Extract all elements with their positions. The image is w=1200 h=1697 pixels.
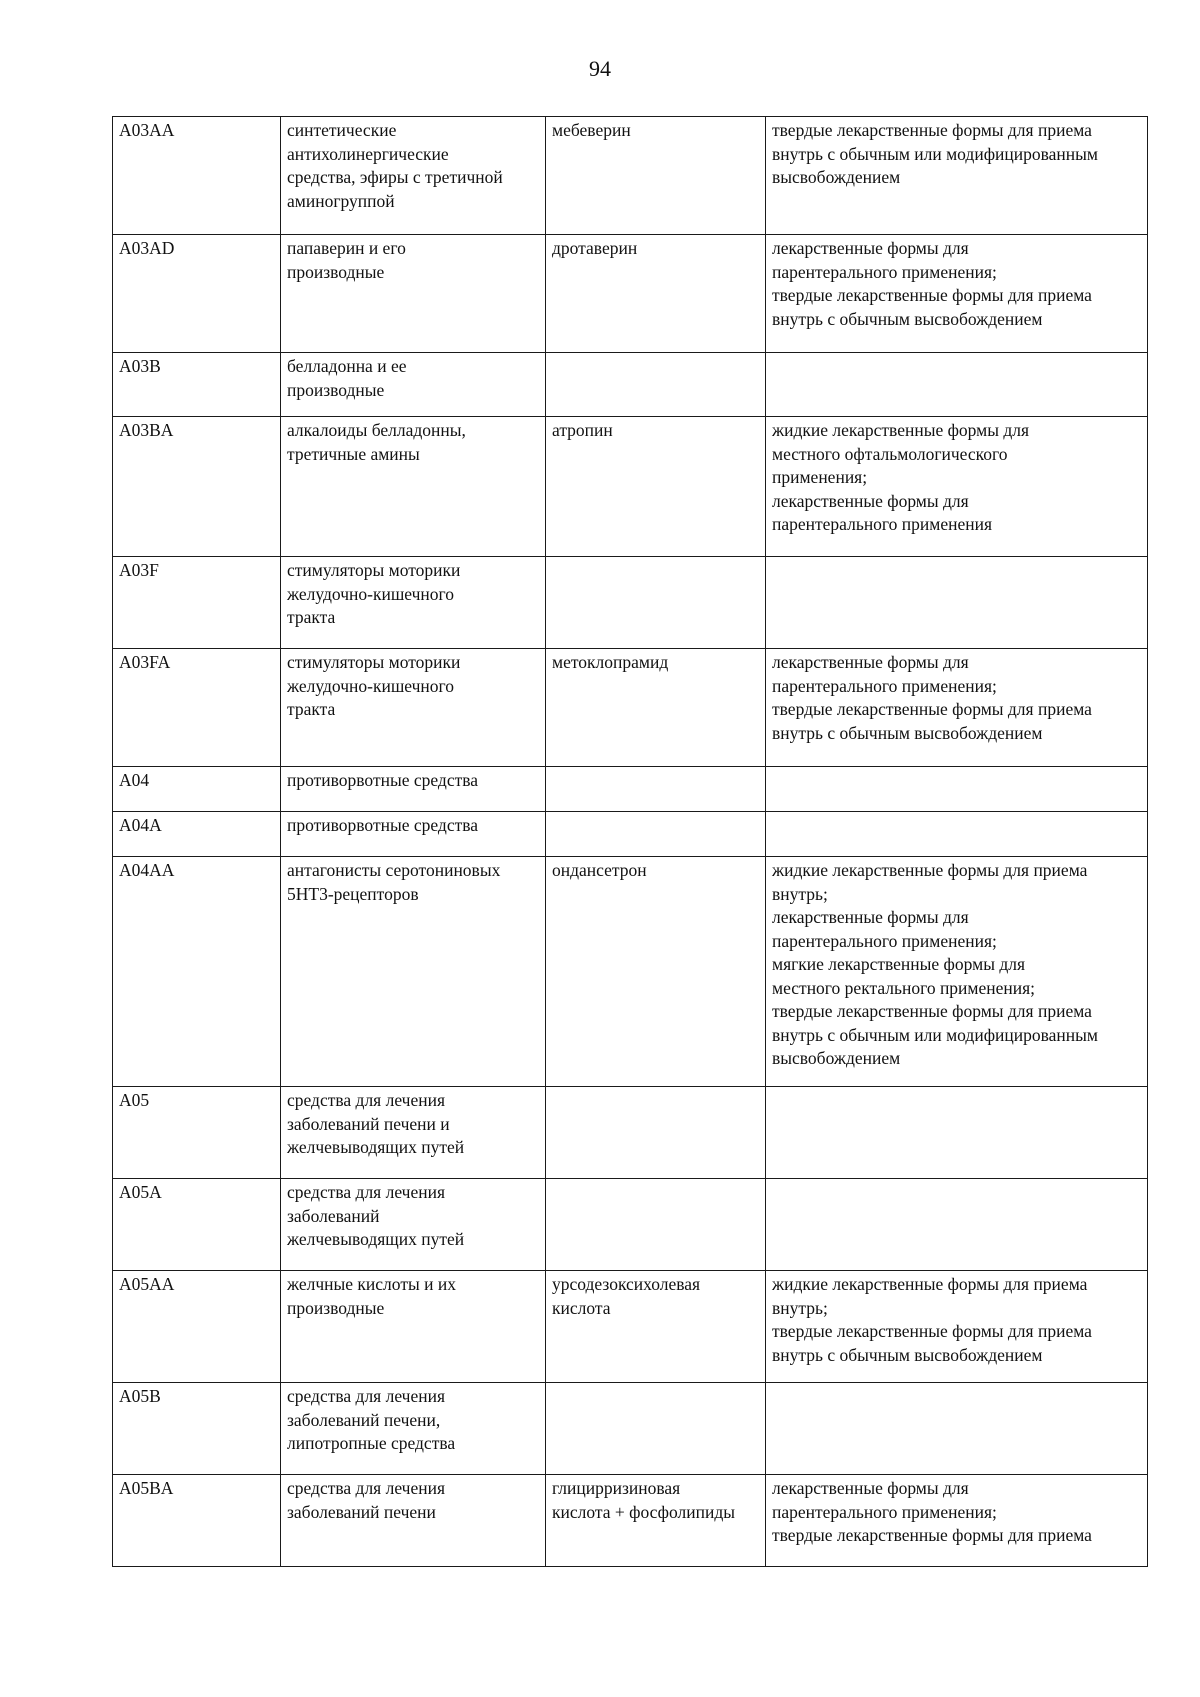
dosage-forms-cell: лекарственные формы для парентерального применения; твердые лекарственные формы для приема [766, 1475, 1148, 1567]
dosage-forms-cell: лекарственные формы для парентерального применения; твердые лекарственные формы для приема внутрь с обычным высвобождением [766, 649, 1148, 767]
table-row [113, 1383, 1148, 1475]
group-name-cell: синтетические антихолинергические средства, эфиры с третичной аминогруппой [281, 117, 546, 235]
drug-name-cell [546, 767, 766, 812]
drug-name-cell: метоклопрамид [546, 649, 766, 767]
group-name-cell: стимуляторы моторики желудочно-кишечного тракта [281, 557, 546, 649]
table-row [113, 557, 1148, 649]
dosage-forms-cell [766, 767, 1148, 812]
table-row [113, 857, 1148, 1087]
drug-name-cell: мебеверин [546, 117, 766, 235]
atc-code-cell: A03BA [113, 417, 281, 557]
table-row [113, 767, 1148, 812]
drug-name-cell [546, 1087, 766, 1179]
dosage-forms-cell [766, 1087, 1148, 1179]
atc-code-cell: A04 [113, 767, 281, 812]
atc-code-cell: A03AD [113, 235, 281, 353]
dosage-forms-cell: жидкие лекарственные формы для приема внутрь; твердые лекарственные формы для приема внутрь с обычным высвобождением [766, 1271, 1148, 1383]
table-row [113, 1087, 1148, 1179]
group-name-cell: противорвотные средства [281, 812, 546, 857]
atc-code-cell: A04A [113, 812, 281, 857]
atc-code-cell: A03B [113, 353, 281, 417]
group-name-cell: средства для лечения заболеваний желчевыводящих путей [281, 1179, 546, 1271]
atc-code-cell: A04AA [113, 857, 281, 1087]
dosage-forms-cell: лекарственные формы для парентерального применения; твердые лекарственные формы для приема внутрь с обычным высвобождением [766, 235, 1148, 353]
atc-code-cell: A05AA [113, 1271, 281, 1383]
atc-code-cell: A05A [113, 1179, 281, 1271]
table-row [113, 117, 1148, 235]
drug-name-cell: глицирризиновая кислота + фосфолипиды [546, 1475, 766, 1567]
drug-name-cell [546, 353, 766, 417]
atc-code-cell: A05 [113, 1087, 281, 1179]
group-name-cell: белладонна и ее производные [281, 353, 546, 417]
drug-name-cell [546, 1383, 766, 1475]
atc-code-cell: A03FA [113, 649, 281, 767]
group-name-cell: стимуляторы моторики желудочно-кишечного тракта [281, 649, 546, 767]
dosage-forms-cell: твердые лекарственные формы для приема внутрь с обычным или модифицированным высвобождением [766, 117, 1148, 235]
dosage-forms-cell [766, 557, 1148, 649]
table-row [113, 353, 1148, 417]
table-row [113, 1179, 1148, 1271]
table-row [113, 417, 1148, 557]
drug-name-cell: дротаверин [546, 235, 766, 353]
table-row [113, 649, 1148, 767]
atc-code-cell: A03AA [113, 117, 281, 235]
table-row [113, 1475, 1148, 1567]
atc-code-cell: A05B [113, 1383, 281, 1475]
drug-name-cell [546, 812, 766, 857]
dosage-forms-cell [766, 812, 1148, 857]
group-name-cell: антагонисты серотониновых 5HT3-рецепторов [281, 857, 546, 1087]
table-row [113, 812, 1148, 857]
drug-name-cell [546, 1179, 766, 1271]
group-name-cell: средства для лечения заболеваний печени, липотропные средства [281, 1383, 546, 1475]
dosage-forms-cell: жидкие лекарственные формы для приема внутрь; лекарственные формы для парентерального применения; мягкие лекарственные формы для местного ректального применения; твердые лекарственные формы для приема внутрь с обычным или модифицированным высвобождением [766, 857, 1148, 1087]
page-number: 94 [589, 56, 611, 81]
group-name-cell: папаверин и его производные [281, 235, 546, 353]
group-name-cell: средства для лечения заболеваний печени и желчевыводящих путей [281, 1087, 546, 1179]
table-body [113, 117, 1148, 1567]
table-row [113, 235, 1148, 353]
atc-code-cell: A03F [113, 557, 281, 649]
atc-code-cell: A05BA [113, 1475, 281, 1567]
dosage-forms-cell [766, 1383, 1148, 1475]
group-name-cell: алкалоиды белладонны, третичные амины [281, 417, 546, 557]
group-name-cell: противорвотные средства [281, 767, 546, 812]
dosage-forms-cell [766, 1179, 1148, 1271]
dosage-forms-cell [766, 353, 1148, 417]
drug-name-cell: ондансетрон [546, 857, 766, 1087]
drug-classification-table [112, 116, 1148, 1567]
drug-name-cell: атропин [546, 417, 766, 557]
drug-name-cell: урсодезоксихолевая кислота [546, 1271, 766, 1383]
drug-name-cell [546, 557, 766, 649]
dosage-forms-cell: жидкие лекарственные формы для местного офтальмологического применения; лекарственные формы для парентерального применения [766, 417, 1148, 557]
table-row [113, 1271, 1148, 1383]
group-name-cell: средства для лечения заболеваний печени [281, 1475, 546, 1567]
group-name-cell: желчные кислоты и их производные [281, 1271, 546, 1383]
